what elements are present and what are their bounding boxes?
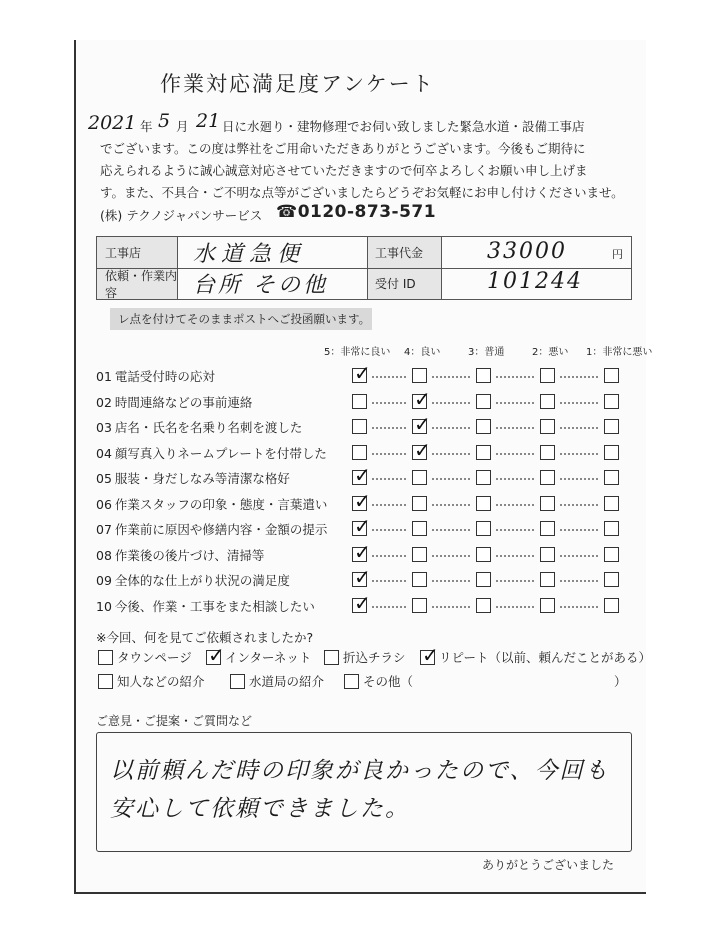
check-mark-icon: ✓	[354, 463, 371, 487]
intro-month-unit: 月	[176, 119, 189, 134]
phone-icon: ☎	[276, 202, 298, 222]
dotted-leader	[372, 555, 406, 557]
shop-label: 工事店	[97, 237, 177, 268]
question-number: 03	[96, 420, 112, 435]
question-label	[96, 367, 215, 385]
check-mark-icon: ✓	[414, 437, 431, 462]
rating-checkbox[interactable]	[352, 514, 371, 538]
intro-line-2: でございます。この度は弊社をご用命いただきありがとうございます。今後もご期待に	[100, 141, 586, 156]
question-text: 時間連絡などの事前連絡	[114, 394, 253, 410]
dotted-leader	[432, 504, 470, 506]
question-text: 顔写真入りネームプレートを付帯した	[114, 445, 327, 461]
question-label	[96, 546, 264, 564]
dotted-leader	[432, 402, 470, 404]
source-checkbox[interactable]	[344, 674, 359, 689]
source-option[interactable]	[206, 642, 312, 667]
rating-checkbox[interactable]	[412, 368, 427, 383]
rating-checkbox[interactable]	[352, 463, 371, 487]
source-question: ※今回、何を見てご依頼されましたか?	[96, 630, 314, 645]
other-close: ）	[614, 674, 627, 689]
col-header-5: 5：非常に良い	[324, 347, 391, 358]
source-option-label: リピート（以前、頼んだことがある）	[439, 650, 652, 665]
dotted-leader	[432, 478, 470, 480]
fee-label: 工事代金	[367, 237, 441, 268]
question-label	[96, 418, 302, 436]
dotted-leader	[432, 580, 470, 582]
dotted-leader	[496, 606, 534, 608]
fee-value: 33000	[487, 239, 567, 264]
dotted-leader	[432, 606, 470, 608]
dotted-leader	[372, 453, 406, 455]
rating-checkbox[interactable]	[604, 394, 619, 409]
rating-checkbox[interactable]	[540, 368, 555, 383]
dotted-leader	[560, 580, 598, 582]
intro-month: 5	[158, 110, 171, 132]
rating-checkbox[interactable]	[476, 445, 491, 460]
question-text: 今後、作業・工事をまた相談したい	[114, 598, 315, 614]
question-number: 10	[96, 598, 112, 614]
col-header-2: 2：悪い	[532, 347, 569, 358]
check-mark-icon: ✓	[208, 642, 225, 667]
comment-line-2: 安心して依頼できました。	[110, 796, 410, 822]
col-divider-2	[367, 237, 368, 299]
source-option-label: インターネット	[225, 650, 312, 665]
rating-checkbox[interactable]	[412, 496, 427, 511]
dotted-leader	[372, 606, 406, 608]
intro-line-4: す。また、不具合・ご不明な点等がございましたらどうぞお気軽にお申し付けくださいませ。	[100, 185, 624, 200]
company-name: (株) テクノジャパンサービス	[100, 208, 263, 223]
comment-line-1: 以前頼んだ時の印象が良かったので、今回も	[110, 758, 610, 784]
dotted-leader	[372, 580, 406, 582]
fee-unit: 円	[612, 248, 623, 261]
dotted-leader	[496, 453, 534, 455]
comment-title: ご意見・ご提案・ご質問など	[96, 714, 253, 728]
question-text: 作業スタッフの印象・態度・言葉遣い	[114, 496, 328, 512]
rating-checkbox[interactable]	[412, 572, 427, 587]
dotted-leader	[372, 402, 406, 404]
rating-checkbox[interactable]	[540, 419, 555, 434]
source-checkbox[interactable]	[206, 642, 225, 667]
question-number: 05	[96, 471, 112, 486]
dotted-leader	[372, 478, 406, 480]
question-number: 08	[96, 547, 112, 563]
check-mark-icon: ✓	[354, 514, 371, 538]
col-header-1: 1：非常に悪い	[586, 347, 653, 358]
rating-checkbox[interactable]	[476, 547, 491, 562]
source-checkbox[interactable]	[230, 674, 245, 689]
rating-checkbox[interactable]	[476, 598, 491, 613]
dotted-leader	[432, 555, 470, 557]
id-label: 受付 ID	[367, 268, 441, 299]
dotted-leader	[496, 580, 534, 582]
source-option[interactable]	[98, 672, 205, 690]
source-checkbox[interactable]	[98, 674, 113, 689]
rating-checkbox[interactable]	[352, 445, 367, 460]
intro-line-3: 応えられるように誠心誠意対応させていただきますので何卒よろしくお願い申し上げま	[100, 163, 588, 178]
rating-checkbox[interactable]	[604, 598, 619, 613]
source-option-label: その他（	[363, 674, 414, 689]
check-mark-icon: ✓	[354, 565, 371, 589]
rating-checkbox[interactable]	[540, 394, 555, 409]
rating-checkbox[interactable]	[540, 598, 555, 613]
rating-checkbox[interactable]	[604, 547, 619, 562]
dotted-leader	[372, 427, 406, 429]
rating-checkbox[interactable]	[540, 572, 555, 587]
dotted-leader	[432, 427, 470, 429]
dotted-leader	[496, 478, 534, 480]
check-mark-icon: ✓	[414, 386, 431, 411]
dotted-leader	[432, 376, 470, 378]
company-tel	[276, 202, 436, 222]
source-checkbox[interactable]	[98, 650, 113, 665]
dotted-leader	[432, 529, 470, 531]
rating-checkbox[interactable]	[604, 572, 619, 587]
source-checkbox[interactable]	[324, 650, 339, 665]
dotted-leader	[560, 606, 598, 608]
rating-checkbox[interactable]	[412, 386, 431, 411]
rating-checkbox[interactable]	[352, 419, 367, 434]
source-option-label: タウンページ	[117, 650, 192, 665]
rating-checkbox[interactable]	[476, 521, 491, 536]
rating-checkbox[interactable]	[352, 488, 371, 513]
question-text: 作業前に原因や修繕内容・金額の提示	[114, 522, 328, 537]
work-label: 依頼・作業内容	[97, 268, 177, 299]
dotted-leader	[432, 453, 470, 455]
question-number: 04	[96, 445, 112, 461]
question-label	[96, 571, 290, 589]
rating-checkbox[interactable]	[412, 412, 431, 436]
question-number: 02	[96, 394, 112, 410]
intro-year-unit: 年	[140, 119, 153, 134]
col-header-3: 3：普通	[468, 347, 505, 358]
dotted-leader	[560, 427, 598, 429]
rating-checkbox[interactable]	[540, 521, 555, 536]
rating-checkbox[interactable]	[412, 547, 427, 562]
rating-checkbox[interactable]	[604, 445, 619, 460]
question-text: 電話受付時の応対	[114, 369, 215, 384]
rating-checkbox[interactable]	[476, 419, 491, 434]
rating-checkbox[interactable]	[476, 572, 491, 587]
rating-checkbox[interactable]	[540, 496, 555, 511]
question-number: 07	[96, 522, 112, 537]
dotted-leader	[560, 402, 598, 404]
rating-checkbox[interactable]	[604, 521, 619, 536]
dotted-leader	[372, 529, 406, 531]
dotted-leader	[496, 402, 534, 404]
question-text: 店名・氏名を名乗り名刺を渡した	[114, 420, 303, 435]
check-mark-icon: ✓	[354, 361, 371, 385]
rating-checkbox[interactable]	[352, 361, 371, 385]
rating-checkbox[interactable]	[540, 470, 555, 485]
rating-checkbox[interactable]	[352, 590, 371, 615]
check-mark-icon: ✓	[414, 412, 431, 436]
dotted-leader	[560, 504, 598, 506]
question-number: 01	[96, 369, 112, 384]
rating-checkbox[interactable]	[476, 496, 491, 511]
check-mark-icon: ✓	[354, 590, 371, 615]
source-option-label: 折込チラシ	[343, 650, 406, 665]
tel-number: 0120-873-571	[297, 202, 437, 222]
question-text: 全体的な仕上がり状況の満足度	[114, 573, 290, 588]
rating-checkbox[interactable]	[412, 437, 431, 462]
work-value: 台所 その他	[193, 273, 328, 298]
source-option-label: 知人などの紹介	[117, 674, 205, 689]
question-text: 服装・身だしなみ等清潔な格好	[114, 471, 290, 486]
dotted-leader	[560, 529, 598, 531]
dotted-leader	[560, 555, 598, 557]
source-option-label: 水道局の紹介	[249, 674, 325, 689]
rating-checkbox[interactable]	[604, 419, 619, 434]
dotted-leader	[496, 529, 534, 531]
rating-checkbox[interactable]	[476, 470, 491, 485]
rating-checkbox[interactable]	[476, 368, 491, 383]
col-header-4: 4：良い	[404, 347, 441, 358]
dotted-leader	[372, 376, 406, 378]
source-option[interactable]	[230, 672, 324, 690]
instruction-banner: レ点を付けてそのままポストへご投函願います。	[110, 308, 372, 330]
dotted-leader	[560, 453, 598, 455]
rating-checkbox[interactable]	[412, 521, 427, 536]
rating-checkbox[interactable]	[352, 539, 371, 564]
source-option[interactable]	[344, 672, 413, 690]
dotted-leader	[496, 504, 534, 506]
dotted-leader	[560, 376, 598, 378]
id-value: 101244	[487, 269, 583, 294]
dotted-leader	[560, 478, 598, 480]
rating-checkbox[interactable]	[352, 394, 367, 409]
check-mark-icon: ✓	[354, 539, 371, 564]
question-number: 09	[96, 573, 112, 588]
rating-checkbox[interactable]	[476, 394, 491, 409]
rating-checkbox[interactable]	[412, 598, 427, 613]
col-divider-3	[441, 237, 442, 299]
dotted-leader	[372, 504, 406, 506]
question-label	[96, 520, 327, 538]
rating-checkbox[interactable]	[604, 496, 619, 511]
source-option[interactable]	[324, 648, 406, 666]
dotted-leader	[496, 555, 534, 557]
question-label	[96, 444, 327, 462]
check-mark-icon: ✓	[354, 488, 371, 513]
question-number: 06	[96, 496, 112, 512]
rating-checkbox[interactable]	[412, 470, 427, 485]
col-divider-1	[177, 237, 178, 299]
rating-checkbox[interactable]	[604, 470, 619, 485]
question-label	[96, 469, 290, 487]
rating-checkbox[interactable]	[352, 565, 371, 589]
check-mark-icon: ✓	[422, 642, 439, 667]
intro-line-1: 日に水廻り・建物修理でお伺い致しました緊急水道・設備工事店	[222, 119, 585, 134]
dotted-leader	[496, 376, 534, 378]
dotted-leader	[496, 427, 534, 429]
source-option[interactable]	[420, 642, 652, 667]
page-title: 作業対応満足度アンケート	[160, 72, 435, 96]
rating-checkbox[interactable]	[540, 445, 555, 460]
info-table	[96, 236, 632, 300]
question-label	[96, 393, 252, 411]
question-label	[96, 495, 327, 513]
thanks-text: ありがとうございました	[482, 858, 615, 872]
rating-checkbox[interactable]	[604, 368, 619, 383]
intro-day: 21	[196, 110, 221, 132]
intro-year: 2021	[88, 112, 137, 134]
shop-value: 水道急便	[193, 242, 306, 267]
rating-checkbox[interactable]	[540, 547, 555, 562]
source-checkbox[interactable]	[420, 642, 439, 667]
question-text: 作業後の後片づけ、清掃等	[114, 547, 265, 563]
source-option[interactable]	[98, 648, 192, 666]
question-label	[96, 597, 315, 615]
